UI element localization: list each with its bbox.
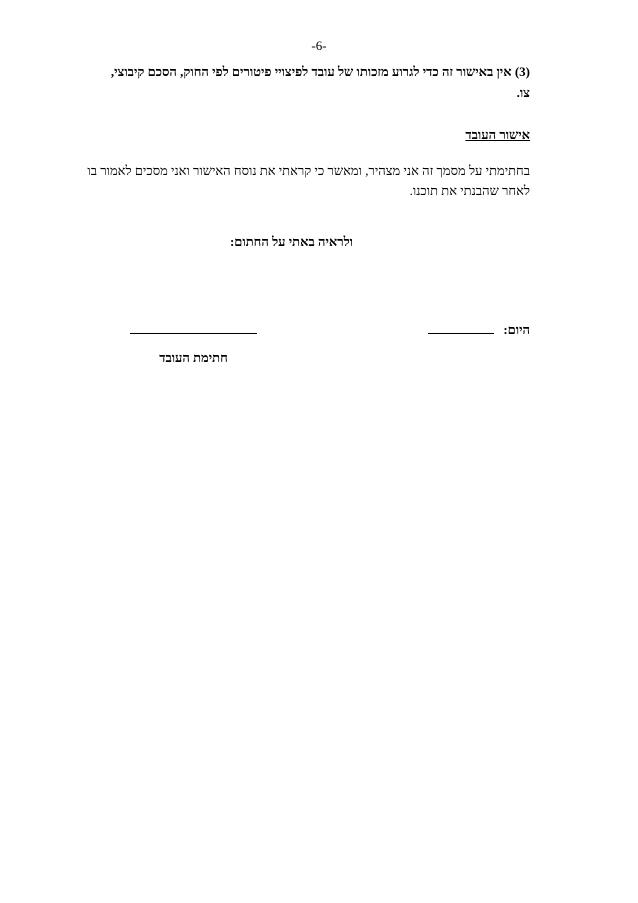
date-label: היום:: [503, 322, 530, 337]
date-line: [428, 333, 494, 334]
clause-line-2: צו.: [516, 85, 530, 100]
employee-approval-heading: אישור העובד: [465, 127, 530, 142]
clause-line-1: (3) אין באישור זה כדי לגרוע מזכותו של עובד לפיצויי פיטורים לפי החוק, הסכם קיבוצי,: [110, 64, 530, 79]
page-number: -6-: [311, 38, 327, 53]
employee-signature-label: חתימת העובד: [159, 350, 228, 365]
employee-approval-text: [60, 161, 530, 201]
approval-line-1: בחתימתי על מסמך זה אני מצהיר, ומאשר כי קראתי את נוסח האישור ואני מסכים לאמור בו: [87, 163, 530, 178]
approval-line-2: לאחר שהבנתי את תוכנו.: [409, 183, 530, 198]
signature-line: [130, 333, 257, 334]
signature-intro: ולראיה באתי על החתום:: [229, 234, 353, 249]
clause-3: [60, 61, 530, 103]
